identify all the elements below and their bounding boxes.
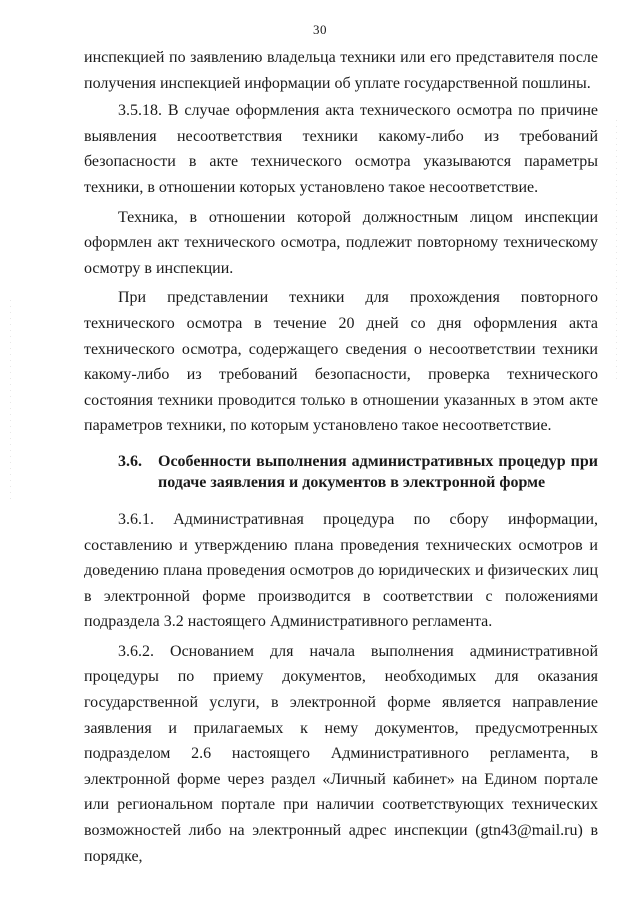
- paragraph-repeat-inspection: Техника, в отношении которой должностным лицом инспекции оформлен акт технического осмотра, подлежит повторному техническому осмотру в инспекции.: [84, 208, 598, 277]
- document-body: [84, 45, 598, 869]
- paragraph-3-6-1: 3.6.1. Административная процедура по сбору информации, составлению и утверждению плана проведения технических осмотров и доведению плана проведения осмотров до юридических и физических лиц в электронной форме производится в соответствии с положениями подраздела 3.2 настоящего Административного регламента.: [84, 510, 598, 631]
- paragraph-3-6-2: 3.6.2. Основанием для начала выполнения административной процедуры по приему документов, необходимых для оказания государственной услуги, в электронной форме является направление заявления и прилагаемых к нему документов, предусмотренных подразделом 2.6 настоящего Административного регламента, в электронной форме через раздел «Личный кабинет» на Едином портале или региональном портале при наличии соответствующих технических возможностей либо на электронный адрес инспекции (gtn43@mail.ru) в порядке,: [84, 642, 598, 865]
- section-title: Особенности выполнения административных процедур при подаче заявления и документов в электронной форме: [158, 452, 598, 491]
- section-number: 3.6.: [118, 452, 142, 470]
- page-number: 30: [313, 22, 327, 37]
- paragraph-repeat-inspection-terms: При представлении техники для прохождения повторного технического осмотра в течение 20 дней со дня оформления акта технического осмотра, содержащего сведения о несоответствии техники какому-либо из требований безопасности, проверка технического состояния техники проводится только в отношении указанных в этом акте параметров техники, по которым установлено такое несоответствие.: [84, 289, 598, 435]
- section-heading: [84, 451, 598, 493]
- scan-artifact: [10, 300, 11, 500]
- scan-artifact: [616, 120, 617, 380]
- paragraph-continuation: инспекцией по заявлению владельца техники или его представителя после получения инспекцией информации об уплате государственной пошлины.: [84, 49, 598, 92]
- paragraph-3-5-18: 3.5.18. В случае оформления акта технического осмотра по причине выявления несоответствия техники какому-либо из требований безопасности в акте технического осмотра указываются параметры техники, в отношении которых установлено такое несоответствие.: [84, 102, 598, 196]
